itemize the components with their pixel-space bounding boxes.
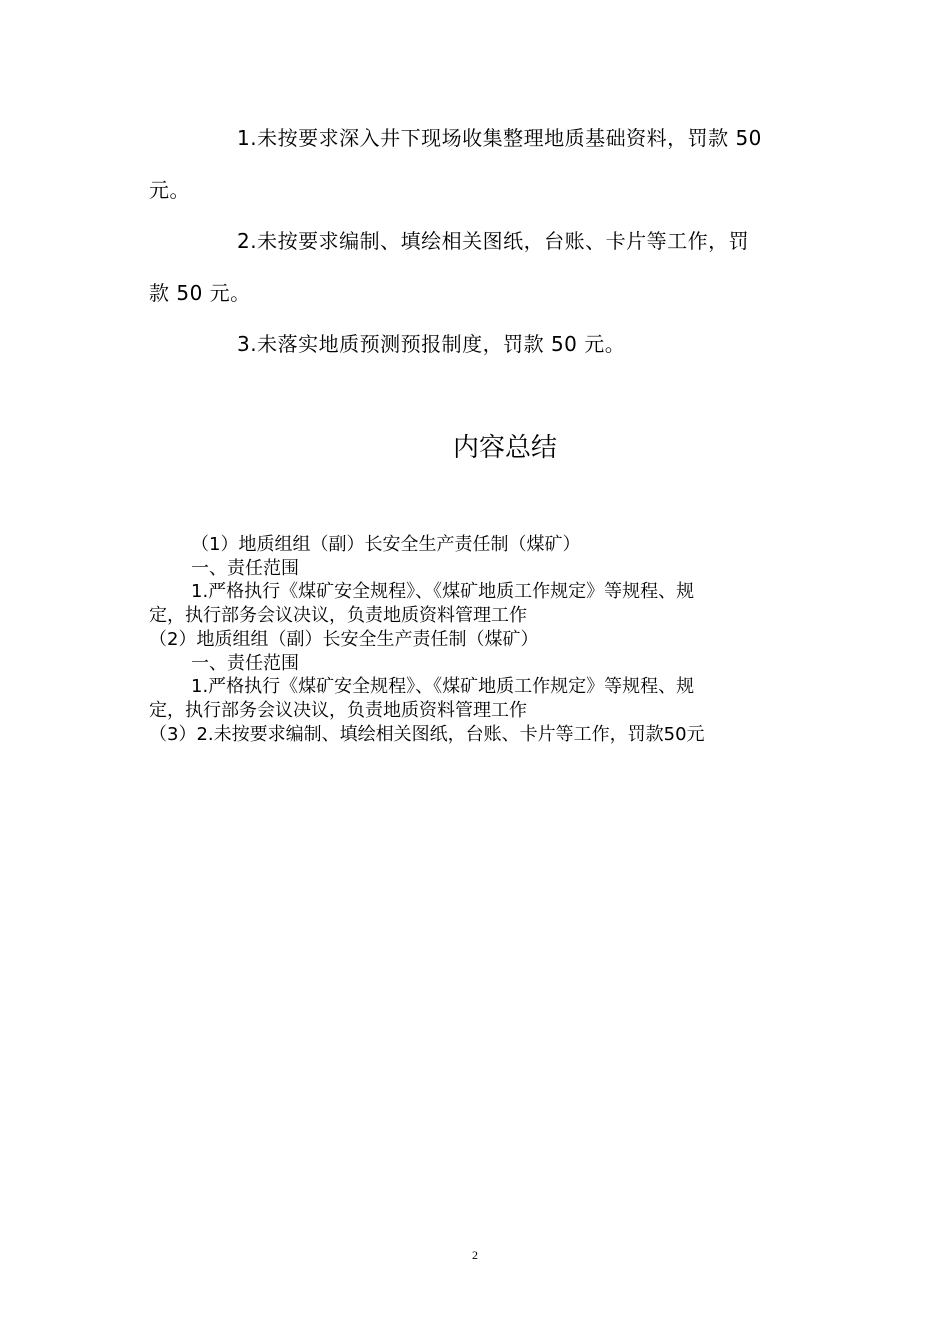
- summary-line: 定，执行部务会议决议，负责地质资料管理工作: [149, 699, 527, 721]
- summary-line: 一、责任范围: [191, 557, 299, 579]
- paragraph-line: [149, 267, 799, 319]
- paragraph-text: 3.未落实地质预测预报制度，罚款 50 元。: [237, 332, 626, 356]
- summary-line: （2）地质组组（副）长安全生产责任制（煤矿）: [149, 628, 539, 650]
- page-number: 2: [472, 1248, 478, 1262]
- paragraph-item-3: [149, 318, 799, 370]
- paragraph-text: 元。: [149, 178, 190, 202]
- paragraph-line: [149, 112, 799, 164]
- summary-line: 1.严格执行《煤矿安全规程》、《煤矿地质工作规定》等规程、规: [191, 581, 695, 603]
- summary-block: [149, 533, 799, 746]
- paragraph-text: 2.未按要求编制、填绘相关图纸，台账、卡片等工作，罚: [237, 229, 750, 253]
- paragraph-line: [149, 215, 799, 267]
- summary-line: 定，执行部务会议决议，负责地质资料管理工作: [149, 605, 527, 627]
- summary-line: （1）地质组组（副）长安全生产责任制（煤矿）: [191, 534, 581, 555]
- paragraph-text: 款 50 元。: [149, 281, 251, 305]
- summary-line: 1.严格执行《煤矿安全规程》、《煤矿地质工作规定》等规程、规: [191, 676, 695, 698]
- summary-title: 内容总结: [452, 433, 557, 463]
- paragraph-item-2: [149, 215, 799, 319]
- paragraph-item-1: [149, 112, 799, 216]
- summary-line: （3）2.未按要求编制、填绘相关图纸，台账、卡片等工作，罚款50元: [149, 723, 705, 745]
- paragraph-text: 1.未按要求深入井下现场收集整理地质基础资料，罚款 50: [237, 126, 762, 150]
- summary-line: 一、责任范围: [191, 652, 299, 674]
- paragraph-line: [149, 164, 799, 216]
- paragraph-line: [149, 318, 799, 370]
